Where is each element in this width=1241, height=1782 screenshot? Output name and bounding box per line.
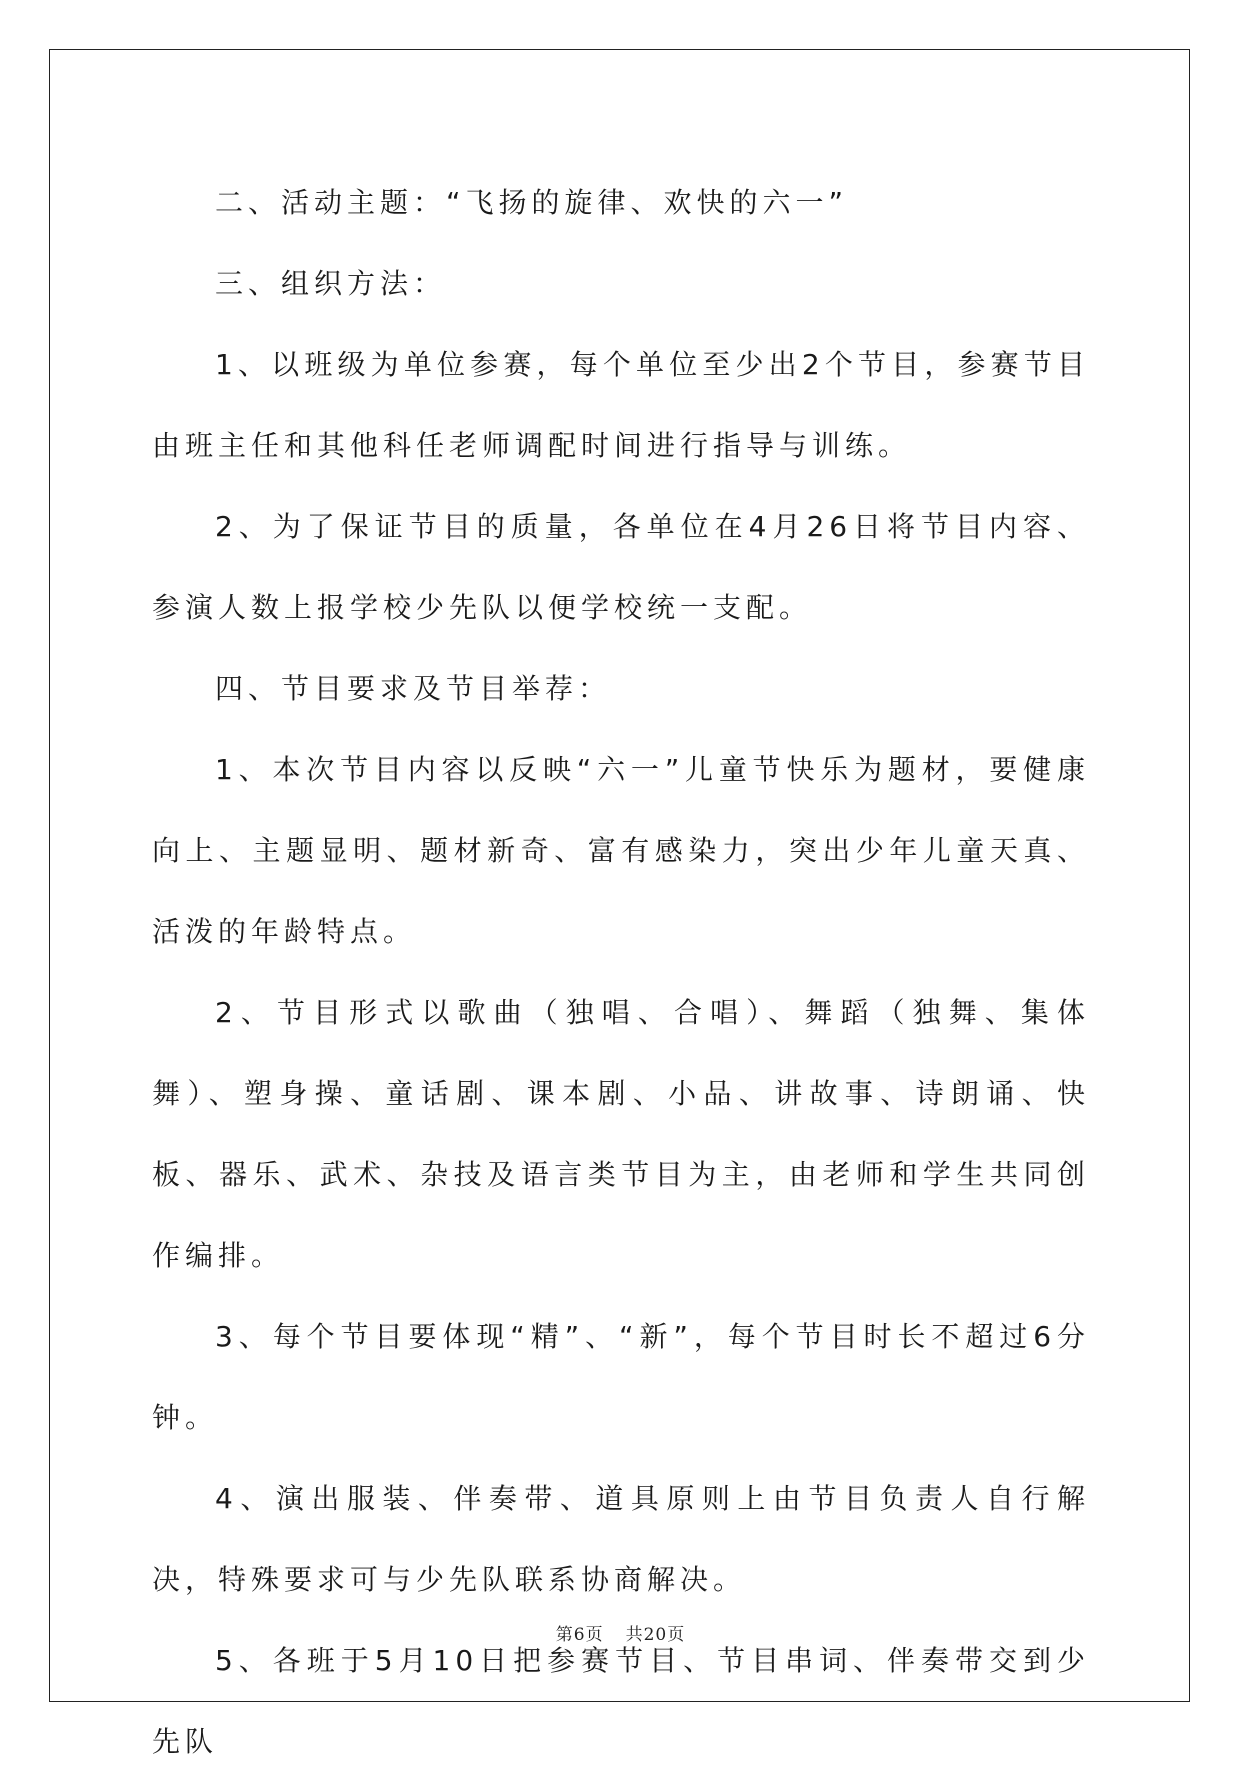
paragraph-req-item-1: 1、本次节目内容以反映“六一”儿童节快乐为题材，要健康向上、主题显明、题材新奇、富有感染力，突出少年儿童天真、活泼的年龄特点。 xyxy=(152,753,1090,948)
paragraph-org-item-2: 2、为了保证节目的质量，各单位在4月26日将节目内容、参演人数上报学校少先队以便学校统一支配。 xyxy=(152,510,1090,624)
paragraph-req-item-2: 2、节目形式以歌曲（独唱、合唱）、舞蹈（独舞、集体舞）、塑身操、童话剧、课本剧、小品、讲故事、诗朗诵、快板、器乐、武术、杂技及语言类节目为主，由老师和学生共同创作编排。 xyxy=(152,996,1090,1272)
paragraph-org-item-1: 1、以班级为单位参赛，每个单位至少出2个节目，参赛节目由班主任和其他科任老师调配时间进行指导与训练。 xyxy=(152,348,1090,462)
paragraph-requirements-heading: 四、节目要求及节目举荐： xyxy=(215,672,612,705)
document-body xyxy=(152,162,1090,1782)
paragraph-organization-heading: 三、组织方法： xyxy=(215,267,447,300)
page-footer xyxy=(0,1620,1241,1645)
paragraph-req-item-4: 4、演出服装、伴奏带、道具原则上由节目负责人自行解决，特殊要求可与少先队联系协商解决。 xyxy=(152,1482,1090,1596)
paragraph-activity-theme: 二、活动主题：“飞扬的旋律、欢快的六一” xyxy=(215,186,849,219)
current-page-number: 第6页 xyxy=(555,1625,604,1645)
paragraph-req-item-3: 3、每个节目要体现“精”、“新”，每个节目时长不超过6分钟。 xyxy=(152,1320,1090,1434)
total-page-count: 共20页 xyxy=(625,1625,686,1645)
paragraph-req-item-5: 5、各班于5月10日把参赛节目、节目串词、伴奏带交到少先队 xyxy=(152,1644,1090,1758)
